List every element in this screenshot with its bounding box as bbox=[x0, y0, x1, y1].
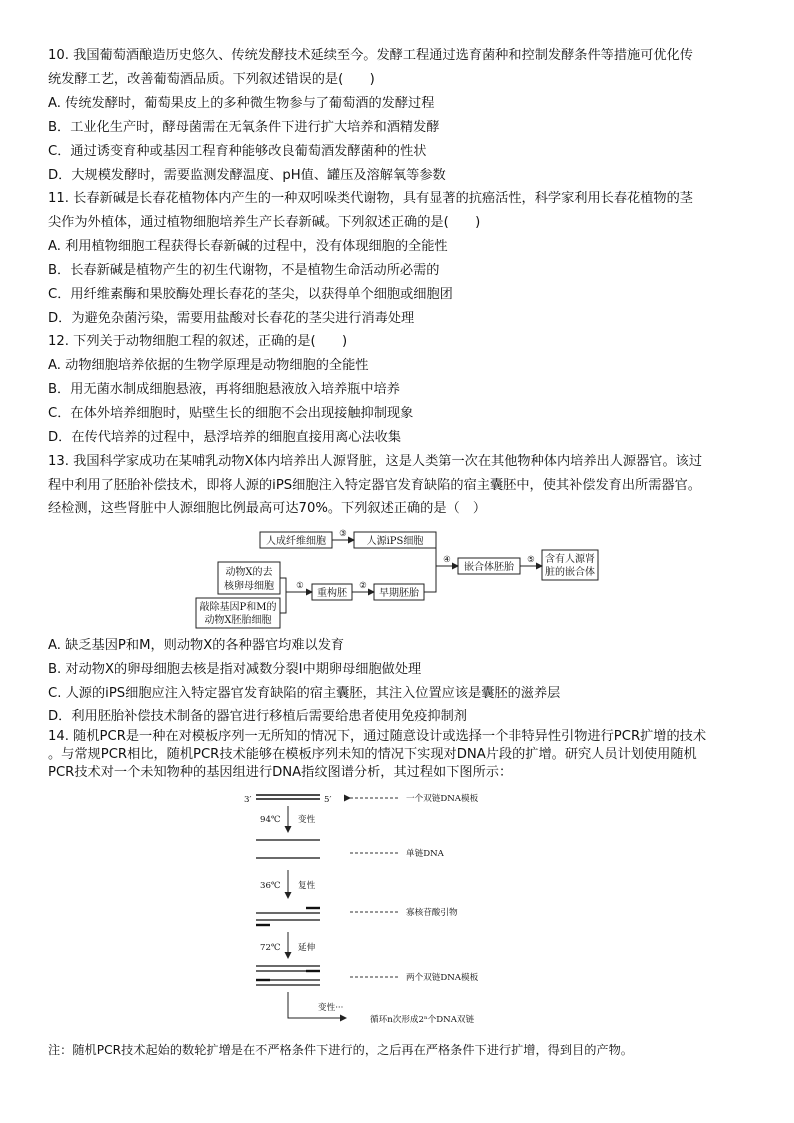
box-fibroblast-label: 人成纤维细胞 bbox=[266, 536, 326, 547]
footnote: 注：随机PCR技术起始的数轮扩增是在不严格条件下进行的，之后再在严格条件下进行扩增，得到目的产物。 bbox=[48, 1043, 633, 1057]
q10-option-b[interactable]: B．工业化生产时，酵母菌需在无氧条件下进行扩大培养和酒精发酵 bbox=[48, 120, 440, 135]
callout-label-3: 寡核苷酸引物 bbox=[406, 908, 458, 918]
temp2-label: 36℃ bbox=[260, 881, 281, 891]
box-oocyte-label2: 核卵母细胞 bbox=[224, 581, 274, 592]
callout-label-5: 循环n次形成2ⁿ个DNA双链 bbox=[370, 1015, 475, 1025]
callout-label-1: 一个双链DNA模板 bbox=[406, 794, 479, 804]
q13-option-a[interactable]: A. 缺乏基因P和M，则动物X的各种器官均难以发育 bbox=[48, 638, 345, 653]
q11-option-b[interactable]: B．长春新碱是植物产生的初生代谢物，不是植物生命活动所必需的 bbox=[48, 263, 440, 278]
q12-stem-line1: 12. 下列关于动物细胞工程的叙述，正确的是( ) bbox=[48, 334, 348, 349]
step3-label: 延伸 bbox=[298, 943, 316, 953]
q13-stem-line1: 13. 我国科学家成功在某哺乳动物X体内培养出人源肾脏，这是人类第一次在其他物种体内培养出人源器官。该过 bbox=[48, 454, 703, 469]
box-early-embryo-label: 早期胚胎 bbox=[379, 588, 419, 599]
temp1-label: 94℃ bbox=[260, 815, 281, 825]
end-3-label: 3′ bbox=[244, 795, 252, 805]
callout-label-2: 单链DNA bbox=[406, 849, 444, 859]
callout-label-4: 两个双链DNA模板 bbox=[406, 973, 479, 983]
q11-option-d[interactable]: D．为避免杂菌污染，需要用盐酸对长春花的茎尖进行消毒处理 bbox=[48, 311, 415, 326]
q10-stem-line2: 统发酵工艺，改善葡萄酒品质。下列叙述错误的是( ) bbox=[48, 72, 375, 87]
q14-stem-line2: 。与常规PCR相比，随机PCR技术能够在模板序列未知的情况下实现对DNA片段的扩增。研究人员计划使用随机 bbox=[48, 747, 697, 762]
box-chimera-label2: 脏的嵌合体 bbox=[545, 567, 595, 578]
q14-stem-line1: 14. 随机PCR是一种在对模板序列一无所知的情况下，通过随意设计或选择一个非特异性引物进行PCR扩增的技术 bbox=[48, 729, 707, 744]
box-chimera-embryo-label: 嵌合体胚胎 bbox=[464, 562, 514, 573]
q11-stem-line1: 11. 长春新碱是长春花植物体内产生的一种双吲哚类代谢物，具有显著的抗癌活性，科学家利用长春花植物的茎 bbox=[48, 191, 693, 206]
box-reconstructed-label: 重构胚 bbox=[317, 588, 347, 599]
box-knockout-label1: 敲除基因P和M的 bbox=[199, 602, 277, 613]
step3-label: ③ bbox=[339, 529, 347, 539]
box-oocyte-label1: 动物X的去 bbox=[225, 567, 273, 578]
q10-option-c[interactable]: C．通过诱变育种或基因工程育种能够改良葡萄酒发酵菌种的性状 bbox=[48, 144, 427, 159]
q12-option-b[interactable]: B．用无菌水制成细胞悬液，再将细胞悬液放入培养瓶中培养 bbox=[48, 382, 400, 397]
q10-stem-line1: 10. 我国葡萄酒酿造历史悠久、传统发酵技术延续至今。发酵工程通过选育菌种和控制发酵条件等措施可优化传 bbox=[48, 48, 693, 63]
step2-label: ② bbox=[359, 581, 367, 591]
q13-option-d[interactable]: D．利用胚胎补偿技术制备的器官进行移植后需要给患者使用免疫抑制剂 bbox=[48, 709, 467, 724]
step4-label: ④ bbox=[443, 555, 451, 565]
q13-option-c[interactable]: C. 人源的iPS细胞应注入特定器官发育缺陷的宿主囊胚，其注入位置应该是囊胚的滋养层 bbox=[48, 686, 561, 701]
q13-option-b[interactable]: B. 对动物X的卵母细胞去核是指对减数分裂Ⅰ中期卵母细胞做处理 bbox=[48, 662, 422, 677]
step1-label: ① bbox=[296, 581, 304, 591]
step2-label: 复性 bbox=[298, 881, 316, 891]
step1-label: 变性 bbox=[298, 815, 316, 825]
q12-option-a[interactable]: A. 动物细胞培养依据的生物学原理是动物细胞的全能性 bbox=[48, 358, 369, 373]
temp3-label: 72℃ bbox=[260, 943, 281, 953]
q13-stem-line3: 经检测，这些肾脏中人源细胞比例最高可达70%。下列叙述正确的是（ ） bbox=[48, 501, 487, 516]
box-knockout-label2: 动物X胚胎细胞 bbox=[204, 615, 272, 626]
step5-label: ⑤ bbox=[527, 555, 535, 565]
q11-option-c[interactable]: C．用纤维素酶和果胶酶处理长春花的茎尖，以获得单个细胞或细胞团 bbox=[48, 287, 453, 302]
q10-option-d[interactable]: D．大规模发酵时，需要监测发酵温度、pH值、罐压及溶解氧等参数 bbox=[48, 168, 446, 183]
q14-stem-line3: PCR技术对一个未知物种的基因组进行DNA指纹图谱分析，其过程如下图所示： bbox=[48, 765, 513, 780]
end-5-label: 5′ bbox=[324, 795, 332, 805]
q11-stem-line2: 尖作为外植体，通过植物细胞培养生产长春新碱。下列叙述正确的是( ) bbox=[48, 215, 481, 230]
q12-option-c[interactable]: C．在体外培养细胞时，贴壁生长的细胞不会出现接触抑制现象 bbox=[48, 406, 414, 421]
q12-option-d[interactable]: D．在传代培养的过程中，悬浮培养的细胞直接用离心法收集 bbox=[48, 430, 402, 445]
box-ips-label: 人源iPS细胞 bbox=[366, 536, 424, 547]
step4-label: 变性··· bbox=[318, 1003, 344, 1013]
q11-option-a[interactable]: A. 利用植物细胞工程获得长春新碱的过程中，没有体现细胞的全能性 bbox=[48, 239, 448, 254]
box-chimera-label1: 含有人源肾 bbox=[545, 554, 595, 565]
q10-option-a[interactable]: A. 传统发酵时，葡萄果皮上的多种微生物参与了葡萄酒的发酵过程 bbox=[48, 96, 435, 111]
q13-stem-line2: 程中利用了胚胎补偿技术，即将人源的iPS细胞注入特定器官发育缺陷的宿主囊胚中，使其补偿发育出所需器官。 bbox=[48, 478, 701, 493]
